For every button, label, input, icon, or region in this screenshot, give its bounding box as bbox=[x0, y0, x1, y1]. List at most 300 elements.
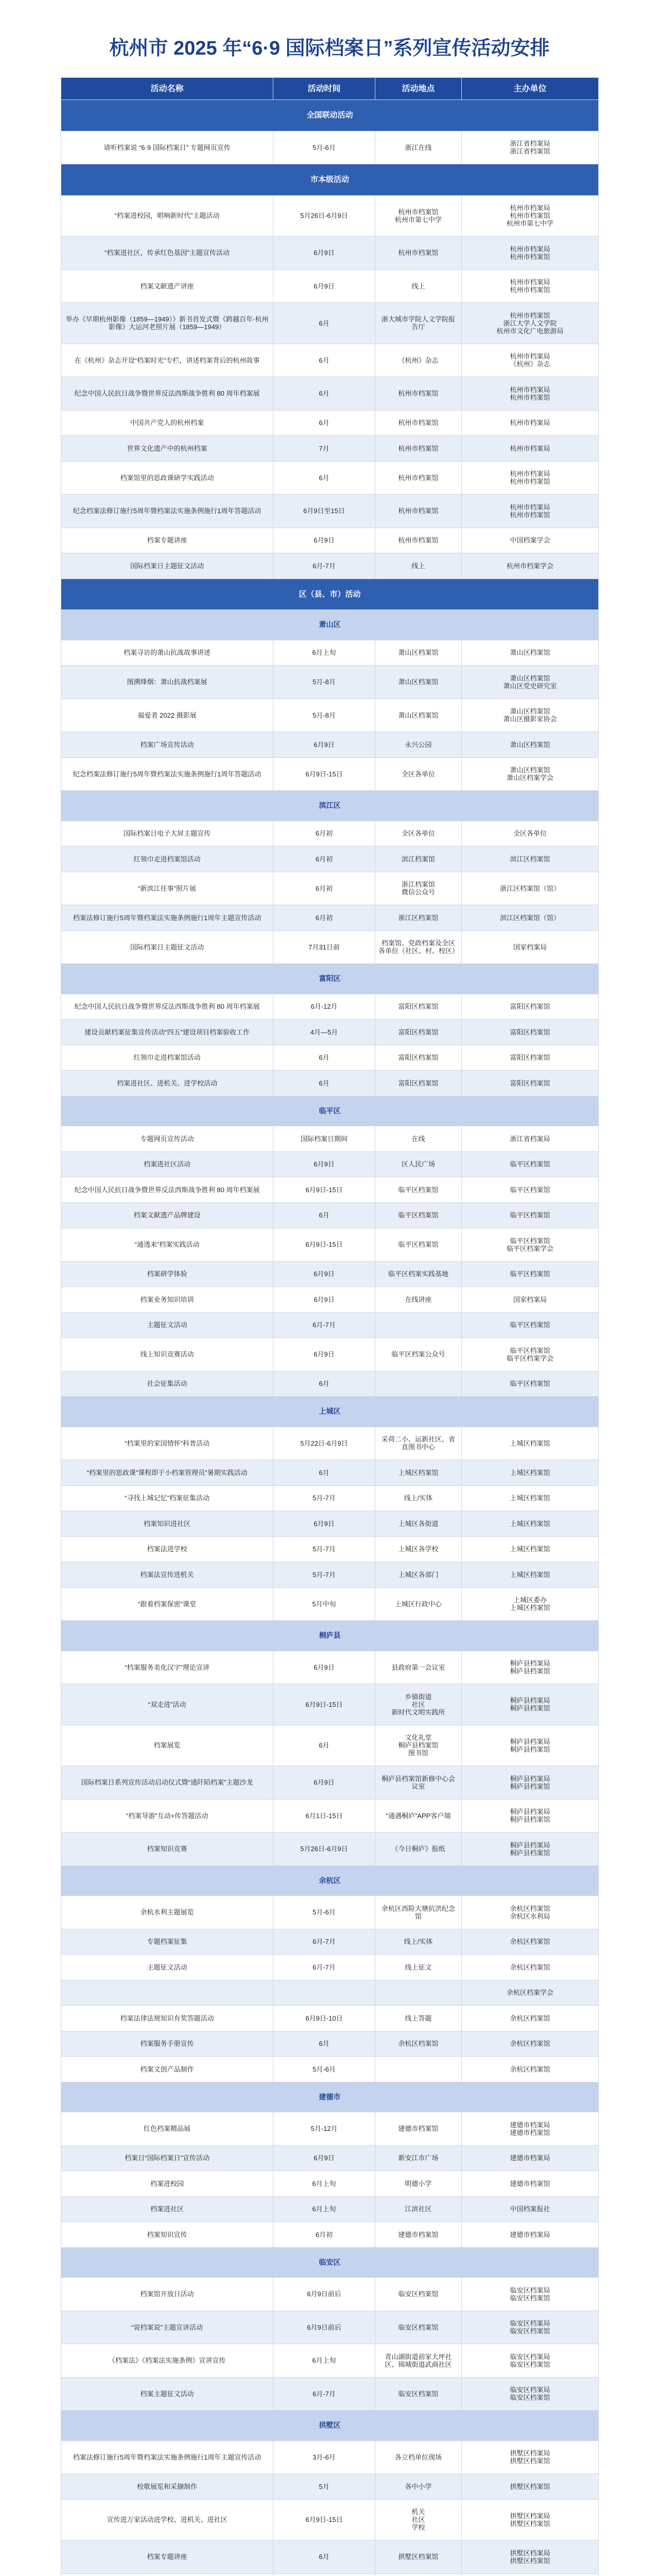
activity-place-cell: 全区各单位 bbox=[375, 821, 462, 846]
table-header-row bbox=[61, 78, 599, 100]
activity-place-cell: 线上答题 bbox=[375, 2006, 462, 2031]
section-level-label: 全国联动活动 bbox=[61, 100, 599, 131]
host-unit-cell: 杭州市档案馆 浙江大学人文学院 杭州市文化广电旅游局 bbox=[462, 303, 599, 344]
host-unit-cell: 萧山区档案馆 萧山区摄影家协会 bbox=[462, 699, 599, 732]
host-unit-cell: 余杭区档案馆 bbox=[462, 2057, 599, 2082]
table-row bbox=[61, 666, 599, 699]
schedule-table bbox=[61, 77, 599, 2576]
activity-name-cell: 档案馆开放日活动 bbox=[61, 2278, 273, 2311]
section-level-row bbox=[61, 164, 599, 196]
activity-time-cell: 6月 bbox=[273, 461, 375, 495]
host-unit-cell: 萧山区档案馆 bbox=[462, 732, 599, 758]
host-unit-cell: 桐庐县档案局 桐庐县档案馆 bbox=[462, 1833, 599, 1866]
activity-name-cell: 档案知识进社区 bbox=[61, 1511, 273, 1537]
activity-time-cell: 6月9日前后 bbox=[273, 2311, 375, 2344]
activity-place-cell: 桐庐县档案馆新修中心会议室 bbox=[375, 1766, 462, 1800]
activity-name-cell: “档案里的家国情怀”科普活动 bbox=[61, 1427, 273, 1460]
activity-time-cell: 5月-12月 bbox=[273, 2112, 375, 2146]
activity-place-cell: 临平区档案馆 bbox=[375, 1202, 462, 1228]
activity-place-cell bbox=[375, 2573, 462, 2576]
table-row bbox=[61, 2474, 599, 2500]
table-row bbox=[61, 495, 599, 528]
activity-name-cell: 宣传进万家活动进学校、进机关、进社区 bbox=[61, 2499, 273, 2540]
activity-name-cell: 红色档案精品展 bbox=[61, 2112, 273, 2146]
activity-name-cell: 红领巾走进档案馆活动 bbox=[61, 1045, 273, 1071]
table-row bbox=[61, 1338, 599, 1371]
activity-time-cell: 6月9日 bbox=[273, 236, 375, 270]
section-area-label: 上城区 bbox=[61, 1397, 599, 1427]
activity-name-cell: 福爱者 2022 摄影展 bbox=[61, 699, 273, 732]
host-unit-cell: 桐庐县档案局 桐庐县档案馆 bbox=[462, 1684, 599, 1725]
activity-name-cell: 在《杭州》杂志开设“档案时光”专栏，讲述档案背后的杭州故事 bbox=[61, 344, 273, 377]
activity-place-cell: 浙江区档案馆 bbox=[375, 905, 462, 931]
activity-name-cell: 中国共产党人的杭州档案 bbox=[61, 410, 273, 436]
activity-time-cell: 6月上旬 bbox=[273, 2344, 375, 2378]
section-area-label: 拱墅区 bbox=[61, 2411, 599, 2441]
activity-name-cell bbox=[61, 2573, 273, 2576]
section-area-row bbox=[61, 2411, 599, 2441]
host-unit-cell: 临安区档案局 临安区档案馆 bbox=[462, 2278, 599, 2311]
activity-place-cell: 建德市档案馆 bbox=[375, 2222, 462, 2248]
table-row bbox=[61, 1071, 599, 1096]
activity-name-cell: 档案业务知识培训 bbox=[61, 1287, 273, 1313]
activity-place-cell: 区人民广场 bbox=[375, 1151, 462, 1177]
table-row bbox=[61, 2196, 599, 2222]
table-row bbox=[61, 905, 599, 931]
activity-time-cell: 6月 bbox=[273, 1460, 375, 1486]
table-row bbox=[61, 2441, 599, 2474]
activity-name-cell: 建设贡献档案征集宣传活动“四五”建设项目档案验收工作 bbox=[61, 1020, 273, 1045]
activity-place-cell: 临安区档案馆 bbox=[375, 2278, 462, 2311]
activity-place-cell: 档案馆、党政档案及全区各单位（社区、村、校区） bbox=[375, 930, 462, 964]
activity-place-cell: 线上 bbox=[375, 269, 462, 303]
section-area-row bbox=[61, 791, 599, 821]
page-title: 杭州市 2025 年“6·9 国际档案日”系列宣传活动安排 bbox=[109, 38, 550, 59]
section-level-row bbox=[61, 579, 599, 610]
table-row bbox=[61, 1287, 599, 1313]
table-row bbox=[61, 1511, 599, 1537]
host-unit-cell: 滨江区档案馆 bbox=[462, 846, 599, 872]
activity-name-cell: 国际档案日电子大屏主题宣传 bbox=[61, 821, 273, 846]
activity-time-cell: 4月—5月 bbox=[273, 1020, 375, 1045]
table-row bbox=[61, 1485, 599, 1511]
table-row bbox=[61, 1955, 599, 1980]
host-unit-cell: 桐庐县档案局 桐庐县档案馆 bbox=[462, 1766, 599, 1800]
activity-name-cell: 档案专题讲座 bbox=[61, 528, 273, 553]
host-unit-cell: 国家档案局 bbox=[462, 930, 599, 964]
activity-time-cell: 3月-6月 bbox=[273, 2441, 375, 2474]
activity-time-cell: 6月9日 bbox=[273, 2145, 375, 2171]
section-area-label: 滨江区 bbox=[61, 791, 599, 821]
activity-name-cell: “通透来”档案实践活动 bbox=[61, 1228, 273, 1262]
host-unit-cell: 临平区档案馆 bbox=[462, 1202, 599, 1228]
activity-name-cell: 主题征文活动 bbox=[61, 1312, 273, 1338]
activity-time-cell: 5月-7月 bbox=[273, 1536, 375, 1562]
host-unit-cell: 杭州市档案局 杭州市档案馆 bbox=[462, 461, 599, 495]
activity-place-cell: 明德小学 bbox=[375, 2171, 462, 2197]
activity-place-cell: 新安江市广场 bbox=[375, 2145, 462, 2171]
activity-place-cell: 浙江在线 bbox=[375, 131, 462, 164]
activity-name-cell: 档案进社区、进机关、进学校活动 bbox=[61, 1071, 273, 1096]
host-unit-cell: 拱墅区档案馆 bbox=[462, 2474, 599, 2500]
section-area-row bbox=[61, 1621, 599, 1651]
activity-name-cell: “档案进社区，传承红色基因”主题宣传活动 bbox=[61, 236, 273, 270]
activity-place-cell: “通遇桐庐”APP客户端 bbox=[375, 1799, 462, 1833]
activity-place-cell: 杭州市档案馆 bbox=[375, 528, 462, 553]
activity-place-cell: 杭州市档案馆 bbox=[375, 495, 462, 528]
activity-name-cell: 档案法修订施行5周年暨档案法实施条例施行1周年主题宣传活动 bbox=[61, 2441, 273, 2474]
activity-place-cell: 线上/实体 bbox=[375, 1929, 462, 1955]
activity-time-cell: 5月-6月 bbox=[273, 2057, 375, 2082]
activity-place-cell: 上城区档案馆 bbox=[375, 1460, 462, 1486]
section-area-row bbox=[61, 964, 599, 994]
table-row bbox=[61, 1725, 599, 1766]
activity-time-cell: 6月9日 bbox=[273, 1287, 375, 1313]
activity-name-cell: 国际档案日主题征文活动 bbox=[61, 930, 273, 964]
activity-name-cell: 国际档案日系列宣传活动启动仪式暨“通阡陌档案”主题沙龙 bbox=[61, 1766, 273, 1800]
activity-time-cell: 5月-8月 bbox=[273, 666, 375, 699]
table-row bbox=[61, 236, 599, 270]
activity-place-cell bbox=[375, 1980, 462, 2006]
activity-place-cell: 杭州市档案馆 bbox=[375, 436, 462, 462]
activity-time-cell: 6月9日 bbox=[273, 1261, 375, 1287]
activity-place-cell bbox=[375, 1371, 462, 1397]
activity-time-cell: 6月9日前后 bbox=[273, 2278, 375, 2311]
activity-place-cell: 全区各单位 bbox=[375, 757, 462, 791]
table-row bbox=[61, 1833, 599, 1866]
activity-place-cell: 永兴公园 bbox=[375, 732, 462, 758]
section-area-row bbox=[61, 2247, 599, 2278]
host-unit-cell: 余杭区档案馆 余杭区水利局 bbox=[462, 1896, 599, 1929]
activity-place-cell: 临平区档案馆 bbox=[375, 1228, 462, 1262]
activity-name-cell: 纪念档案法修订施行5周年暨档案法实施条例施行1周年答题活动 bbox=[61, 757, 273, 791]
table-row bbox=[61, 930, 599, 964]
activity-time-cell: 5月 bbox=[273, 2474, 375, 2500]
activity-time-cell: 6月9日-15日 bbox=[273, 757, 375, 791]
activity-place-cell: 在线 bbox=[375, 1126, 462, 1152]
activity-time-cell: 6月 bbox=[273, 2031, 375, 2057]
activity-time-cell: 6月9日 bbox=[273, 1651, 375, 1684]
table-row bbox=[61, 1587, 599, 1621]
host-unit-cell: 富阳区档案馆 bbox=[462, 1071, 599, 1096]
host-unit-cell: 杭州市档案局 bbox=[462, 410, 599, 436]
table-row bbox=[61, 1371, 599, 1397]
host-unit-cell: 临平区档案馆 临平区档案学会 bbox=[462, 1338, 599, 1371]
host-unit-cell: 杭州市档案局 杭州市档案馆 杭州市第七中学 bbox=[462, 195, 599, 236]
table-row bbox=[61, 1460, 599, 1486]
table-row bbox=[61, 1684, 599, 1725]
activity-time-cell: 6月 bbox=[273, 1045, 375, 1071]
host-unit-cell: 滨江区档案馆（馆） bbox=[462, 905, 599, 931]
activity-name-cell: 档案进社区活动 bbox=[61, 1151, 273, 1177]
activity-time-cell: 6月-7月 bbox=[273, 553, 375, 579]
activity-time-cell: 7月31日前 bbox=[273, 930, 375, 964]
activity-time-cell: 6月9日 bbox=[273, 1766, 375, 1800]
activity-name-cell: 档案专题讲座 bbox=[61, 2540, 273, 2574]
activity-name-cell: 档案知识宣传 bbox=[61, 2222, 273, 2248]
table-row bbox=[61, 2112, 599, 2146]
activity-place-cell bbox=[375, 1312, 462, 1338]
activity-name-cell: 纪念中国人民抗日战争暨世界反法西斯战争胜利 80 周年档案展 bbox=[61, 377, 273, 411]
activity-time-cell: 6月 bbox=[273, 303, 375, 344]
host-unit-cell: 富阳区档案馆 bbox=[462, 1020, 599, 1045]
activity-time-cell: 6月-7月 bbox=[273, 1312, 375, 1338]
table-row bbox=[61, 1126, 599, 1152]
table-row bbox=[61, 1427, 599, 1460]
activity-name-cell: 校歌展览和采撷制作 bbox=[61, 2474, 273, 2500]
host-unit-cell: 临安区档案局 临安区档案馆 bbox=[462, 2344, 599, 2378]
table-row bbox=[61, 377, 599, 411]
host-unit-cell: 萧山区档案馆 萧山区党史研究室 bbox=[462, 666, 599, 699]
host-unit-cell: 临平区档案馆 bbox=[462, 1151, 599, 1177]
activity-place-cell: 萧山区档案馆 bbox=[375, 699, 462, 732]
activity-name-cell: 档案广场宣传活动 bbox=[61, 732, 273, 758]
activity-name-cell: 档案研学体验 bbox=[61, 1261, 273, 1287]
activity-name-cell: 档案法进学校 bbox=[61, 1536, 273, 1562]
host-unit-cell: 中国档案学会 bbox=[462, 528, 599, 553]
activity-time-cell: 5月中旬 bbox=[273, 1587, 375, 1621]
activity-name-cell: 专题档案征集 bbox=[61, 1929, 273, 1955]
activity-time-cell: 6月-12月 bbox=[273, 994, 375, 1020]
activity-time-cell: 6月 bbox=[273, 344, 375, 377]
activity-name-cell: 专题网页宣传活动 bbox=[61, 1126, 273, 1152]
host-unit-cell: 建德市档案局 bbox=[462, 2222, 599, 2248]
activity-time-cell: 6月9日-15日 bbox=[273, 1177, 375, 1203]
section-area-row bbox=[61, 2082, 599, 2112]
activity-time-cell: 6月 bbox=[273, 410, 375, 436]
activity-name-cell: 图溯烽烟：萧山抗战档案展 bbox=[61, 666, 273, 699]
activity-place-cell: 杭州市档案馆 bbox=[375, 410, 462, 436]
activity-place-cell: 线上/实体 bbox=[375, 1485, 462, 1511]
table-row bbox=[61, 2344, 599, 2378]
table-row bbox=[61, 1929, 599, 1955]
activity-place-cell: 临安区档案馆 bbox=[375, 2311, 462, 2344]
table-row bbox=[61, 1228, 599, 1262]
activity-time-cell bbox=[273, 1980, 375, 2006]
host-unit-cell: 临平区档案馆 bbox=[462, 1261, 599, 1287]
activity-name-cell: “说档案说”主题宣讲活动 bbox=[61, 2311, 273, 2344]
section-area-label: 桐庐县 bbox=[61, 1621, 599, 1651]
activity-place-cell: 杭州市档案馆 bbox=[375, 236, 462, 270]
activity-name-cell: 档案法宣传进机关 bbox=[61, 1562, 273, 1588]
activity-place-cell: 临平区档案实践基地 bbox=[375, 1261, 462, 1287]
activity-time-cell: 7月 bbox=[273, 436, 375, 462]
activity-name-cell: 档案馆里的思政课研学实践活动 bbox=[61, 461, 273, 495]
host-unit-cell: 浙江省档案局 浙江省档案馆 bbox=[462, 131, 599, 164]
host-unit-cell: 萧山区档案馆 萧山区档案学会 bbox=[462, 757, 599, 791]
host-unit-cell: 上城区档案馆 bbox=[462, 1427, 599, 1460]
activity-time-cell: 6月1日-15日 bbox=[273, 1799, 375, 1833]
activity-place-cell: 拱墅区档案馆 bbox=[375, 2540, 462, 2574]
activity-place-cell: 《今日桐庐》报纸 bbox=[375, 1833, 462, 1866]
table-row bbox=[61, 1980, 599, 2006]
table-row bbox=[61, 1202, 599, 1228]
table-row bbox=[61, 2278, 599, 2311]
activity-place-cell: 各中小学 bbox=[375, 2474, 462, 2500]
activity-time-cell: 6月上旬 bbox=[273, 640, 375, 666]
activity-place-cell: 杭州市档案馆 bbox=[375, 377, 462, 411]
activity-place-cell: 《杭州》杂志 bbox=[375, 344, 462, 377]
activity-place-cell: 杭州市档案馆 杭州市第七中学 bbox=[375, 195, 462, 236]
activity-time-cell: 6月 bbox=[273, 1725, 375, 1766]
activity-name-cell: 《档案法》《档案法实施条例》宣讲宣传 bbox=[61, 2344, 273, 2378]
host-unit-cell: 余杭区档案馆 bbox=[462, 2006, 599, 2031]
host-unit-cell: 桐庐县档案局 桐庐县档案馆 bbox=[462, 1651, 599, 1684]
activity-name-cell: 举办《早期杭州影像（1859—1949）》新书首发式暨《跨越百年·杭州影像》大运河老照片展（1859—1949） bbox=[61, 303, 273, 344]
activity-place-cell: 上城区各部门 bbox=[375, 1562, 462, 1588]
table-row bbox=[61, 1651, 599, 1684]
activity-name-cell: 纪念档案法修订施行5周年暨档案法实施条例施行1周年答题活动 bbox=[61, 495, 273, 528]
section-area-label: 建德市 bbox=[61, 2082, 599, 2112]
host-unit-cell: 上城区档案馆 bbox=[462, 1511, 599, 1537]
section-area-row bbox=[61, 1096, 599, 1126]
host-unit-cell: 桐庐县档案局 桐庐县档案馆 bbox=[462, 1799, 599, 1833]
activity-name-cell: 红领巾走进档案馆活动 bbox=[61, 846, 273, 872]
table-row bbox=[61, 195, 599, 236]
activity-time-cell: 6月9日-15日 bbox=[273, 1228, 375, 1262]
activity-time-cell: 5月-8月 bbox=[273, 699, 375, 732]
activity-name-cell: 社会征集活动 bbox=[61, 1371, 273, 1397]
host-unit-cell: 拱墅区档案局 拱墅区档案馆 bbox=[462, 2499, 599, 2540]
activity-time-cell: 6月 bbox=[273, 1071, 375, 1096]
host-unit-cell: 拱墅区档案局 拱墅区档案馆 bbox=[462, 2441, 599, 2474]
host-unit-cell: 杭州市档案局 杭州市档案馆 bbox=[462, 269, 599, 303]
activity-time-cell: 6月9日-10日 bbox=[273, 2006, 375, 2031]
host-unit-cell: 杭州市档案局 bbox=[462, 436, 599, 462]
host-unit-cell: 余杭区档案馆 bbox=[462, 2031, 599, 2057]
activity-name-cell: 档案主题征文活动 bbox=[61, 2377, 273, 2411]
activity-name-cell: 档案文献遗产品牌建设 bbox=[61, 1202, 273, 1228]
activity-time-cell: 6月上旬 bbox=[273, 2196, 375, 2222]
table-row bbox=[61, 344, 599, 377]
table-row bbox=[61, 2540, 599, 2574]
table-row bbox=[61, 2006, 599, 2031]
table-row bbox=[61, 1045, 599, 1071]
section-area-label: 富阳区 bbox=[61, 964, 599, 994]
table-row bbox=[61, 269, 599, 303]
section-area-row bbox=[61, 1397, 599, 1427]
activity-time-cell: 6月9日 bbox=[273, 732, 375, 758]
table-row bbox=[61, 2171, 599, 2197]
host-unit-cell: 建德市档案局 建德市档案馆 bbox=[462, 2112, 599, 2146]
activity-name-cell: 档案文献遗产讲座 bbox=[61, 269, 273, 303]
activity-name-cell: 纪念中国人民抗日战争暨世界反法西斯战争胜利 80 周年档案展 bbox=[61, 1177, 273, 1203]
activity-name-cell: 国际档案日主题征文活动 bbox=[61, 553, 273, 579]
activity-place-cell: 线上 bbox=[375, 553, 462, 579]
activity-time-cell: 6月 bbox=[273, 2540, 375, 2574]
activity-place-cell: 萧山区档案馆 bbox=[375, 640, 462, 666]
host-unit-cell: 富阳区档案馆 bbox=[462, 1045, 599, 1071]
activity-name-cell: 请听档案说 “6·9 国际档案日” 专题网页宣传 bbox=[61, 131, 273, 164]
activity-place-cell: 线上征文 bbox=[375, 1955, 462, 1980]
host-unit-cell bbox=[462, 2573, 599, 2576]
section-area-label: 临安区 bbox=[61, 2247, 599, 2278]
activity-place-cell: 富阳区档案馆 bbox=[375, 1071, 462, 1096]
activity-time-cell: 5月26日-6月9日 bbox=[273, 195, 375, 236]
section-area-label: 余杭区 bbox=[61, 1866, 599, 1896]
activity-time-cell: 6月 bbox=[273, 1202, 375, 1228]
activity-time-cell: 6月9日 bbox=[273, 528, 375, 553]
activity-time-cell bbox=[273, 2573, 375, 2576]
activity-time-cell: 5月-7月 bbox=[273, 1562, 375, 1588]
activity-place-cell: 乡镇街道 社区 新时代文明实践所 bbox=[375, 1684, 462, 1725]
activity-place-cell: 富阳区档案馆 bbox=[375, 994, 462, 1020]
activity-name-cell: “双走进”活动 bbox=[61, 1684, 273, 1725]
section-level-label: 市本级活动 bbox=[61, 164, 599, 196]
activity-time-cell: 6月9日-15日 bbox=[273, 2499, 375, 2540]
host-unit-cell: 余杭区档案馆 bbox=[462, 1929, 599, 1955]
table-row bbox=[61, 553, 599, 579]
host-unit-cell: 浙江省档案局 bbox=[462, 1126, 599, 1152]
activity-name-cell: 档案展览 bbox=[61, 1725, 273, 1766]
table-row bbox=[61, 2031, 599, 2057]
activity-place-cell: 富阳区档案馆 bbox=[375, 1045, 462, 1071]
section-level-row bbox=[61, 100, 599, 131]
activity-name-cell: 档案日“国际档案日”宣传活动 bbox=[61, 2145, 273, 2171]
activity-name-cell: 余杭水利主题展览 bbox=[61, 1896, 273, 1929]
section-area-label: 萧山区 bbox=[61, 610, 599, 640]
section-area-row bbox=[61, 610, 599, 640]
host-unit-cell: 建德市档案局 bbox=[462, 2145, 599, 2171]
activity-name-cell: 档案寻访的萧山抗战故事讲述 bbox=[61, 640, 273, 666]
table-row bbox=[61, 461, 599, 495]
activity-name-cell: 档案服务手册宣传 bbox=[61, 2031, 273, 2057]
activity-name-cell: “新滨江往事”照片展 bbox=[61, 872, 273, 905]
host-unit-cell: 临平区档案馆 bbox=[462, 1177, 599, 1203]
activity-time-cell: 6月初 bbox=[273, 2222, 375, 2248]
host-unit-cell: 富阳区档案馆 bbox=[462, 994, 599, 1020]
host-unit-cell: 中国档案报社 bbox=[462, 2196, 599, 2222]
host-unit-cell: 杭州市档案局 杭州市档案馆 bbox=[462, 236, 599, 270]
host-unit-cell: 上城区档案馆 bbox=[462, 1485, 599, 1511]
activity-time-cell: 6月9日 bbox=[273, 1511, 375, 1537]
host-unit-cell: 杭州市档案局 杭州市档案馆 bbox=[462, 495, 599, 528]
activity-place-cell: 上城区各街道 bbox=[375, 1511, 462, 1537]
activity-time-cell: 5月26日-6月9日 bbox=[273, 1833, 375, 1866]
activity-name-cell: 档案法修订施行5周年暨档案法实施条例施行1周年主题宣传活动 bbox=[61, 905, 273, 931]
activity-place-cell: 杭州市档案馆 bbox=[375, 461, 462, 495]
activity-place-cell: 余杭区档案馆 bbox=[375, 2031, 462, 2057]
activity-name-cell: “寻找上城记忆”档案征集活动 bbox=[61, 1485, 273, 1511]
activity-time-cell: 6月-7月 bbox=[273, 2377, 375, 2411]
activity-time-cell: 国际档案日期间 bbox=[273, 1126, 375, 1152]
activity-place-cell: 青山湖街道前家大坪社区、锦城街道武商社区 bbox=[375, 2344, 462, 2378]
table-row bbox=[61, 410, 599, 436]
activity-place-cell: 上城区行政中心 bbox=[375, 1587, 462, 1621]
host-unit-cell: 余杭区档案学会 bbox=[462, 1980, 599, 2006]
section-area-label: 临平区 bbox=[61, 1096, 599, 1126]
activity-place-cell: 在线讲座 bbox=[375, 1287, 462, 1313]
activity-place-cell: 浙大城市学院人文学院报告厅 bbox=[375, 303, 462, 344]
activity-place-cell: 临平区档案馆 bbox=[375, 1177, 462, 1203]
activity-place-cell: 采荷二小、运新社区、省直图书中心 bbox=[375, 1427, 462, 1460]
activity-time-cell: 6月初 bbox=[273, 905, 375, 931]
activity-time-cell: 6月9日 bbox=[273, 269, 375, 303]
host-unit-cell: 上城区档案馆 bbox=[462, 1460, 599, 1486]
activity-place-cell: 萧山区档案馆 bbox=[375, 666, 462, 699]
host-unit-cell: 余杭区档案馆 bbox=[462, 1955, 599, 1980]
activity-place-cell: 文化礼堂 桐庐县档案馆 图书馆 bbox=[375, 1725, 462, 1766]
host-unit-cell: 上城区委办 上城区档案馆 bbox=[462, 1587, 599, 1621]
host-unit-cell: 萧山区档案馆 bbox=[462, 640, 599, 666]
table-row bbox=[61, 1020, 599, 1045]
table-row bbox=[61, 1896, 599, 1929]
activity-time-cell: 5月-6月 bbox=[273, 131, 375, 164]
host-unit-cell: 临安区档案局 临安区档案馆 bbox=[462, 2311, 599, 2344]
activity-name-cell: 线上知识竞赛活动 bbox=[61, 1338, 273, 1371]
activity-name-cell bbox=[61, 1980, 273, 2006]
activity-time-cell: 5月22日-6月9日 bbox=[273, 1427, 375, 1460]
